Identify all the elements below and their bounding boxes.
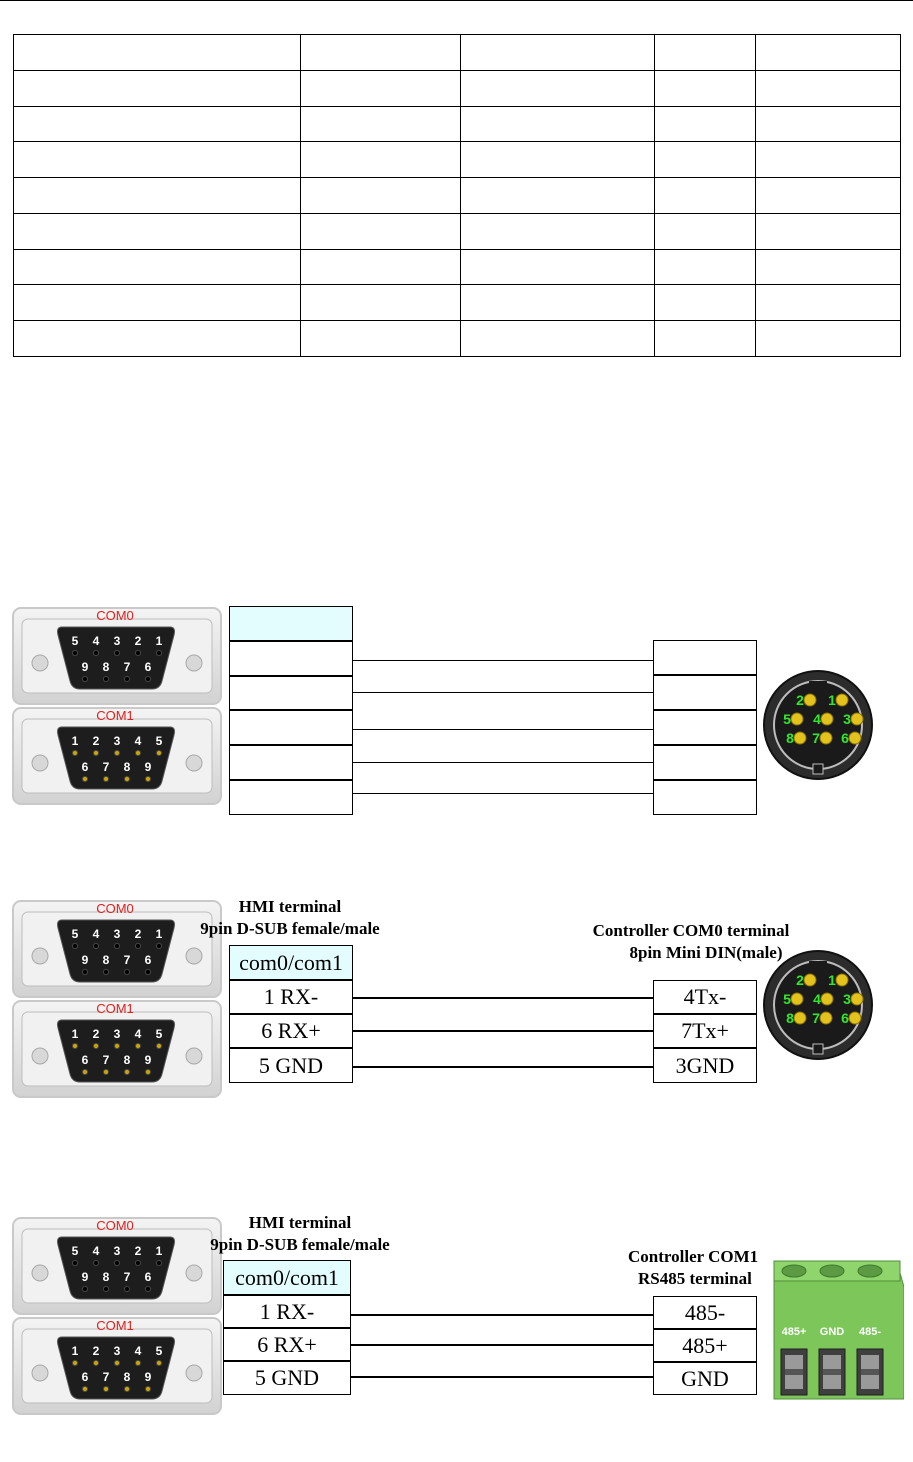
wire [353,660,653,661]
table-cell [655,321,756,357]
svg-text:3: 3 [843,711,851,727]
table-row [14,321,901,357]
svg-text:6: 6 [81,760,89,774]
svg-text:6: 6 [144,660,152,674]
svg-text:9: 9 [81,660,89,674]
svg-text:GND: GND [819,1326,845,1338]
table-cell [14,106,301,142]
svg-text:4: 4 [134,1027,142,1041]
table-cell [655,178,756,214]
table-cell [461,178,655,214]
svg-text:2: 2 [796,972,804,988]
table-cell [756,70,901,106]
wire-485-minus [351,1314,653,1316]
svg-text:3: 3 [113,734,121,748]
svg-text:1: 1 [155,1244,163,1258]
wire [353,793,653,794]
svg-text:COM0: COM0 [96,608,134,623]
svg-text:1: 1 [71,1344,79,1358]
svg-text:3: 3 [113,1027,121,1041]
mini-din-8pin-connector-icon [762,654,874,796]
hmi-header-cell [229,606,353,641]
svg-text:9: 9 [81,953,89,967]
wire-gnd [351,1376,653,1378]
table-cell [14,321,301,357]
table-row [14,142,901,178]
svg-text:1: 1 [828,692,836,708]
table-cell [655,213,756,249]
ctrl-pin-cell: 485+ [653,1329,757,1362]
table-cell [301,142,461,178]
svg-text:9: 9 [144,760,152,774]
hmi-caption: HMI terminal 9pin D-SUB female/male [210,1213,390,1254]
svg-text:2: 2 [796,692,804,708]
svg-text:8: 8 [123,1053,131,1067]
mini-din-8pin-connector-icon [762,934,874,1076]
table-cell [14,142,301,178]
table-cell [301,178,461,214]
ctrl-pin-cell: 4Tx- [653,980,757,1014]
hmi-pin-cell: 5 GND [223,1361,351,1395]
ctrl-pin-cell: 485- [653,1296,757,1329]
svg-text:7: 7 [123,1270,131,1284]
svg-text:5: 5 [71,1244,79,1258]
svg-text:3: 3 [113,1244,121,1258]
parameter-table [13,34,901,357]
table-cell [461,249,655,285]
svg-text:4: 4 [134,734,142,748]
wire [353,692,653,693]
table-cell [655,249,756,285]
svg-text:3: 3 [113,1344,121,1358]
ctrl-pin-cell [653,745,757,780]
wire [353,762,653,763]
svg-text:1: 1 [71,1027,79,1041]
hmi-pin-cell [229,780,353,815]
table-cell [14,178,301,214]
wire-485-plus [351,1344,653,1346]
svg-text:5: 5 [783,991,791,1007]
svg-text:8: 8 [123,1370,131,1384]
svg-text:3: 3 [113,634,121,648]
svg-text:2: 2 [92,1344,100,1358]
svg-text:5: 5 [71,927,79,941]
hmi-pin-cell [229,676,353,710]
db9-serial-ports-icon [12,1217,224,1417]
svg-text:9: 9 [81,1270,89,1284]
svg-text:6: 6 [841,730,849,746]
svg-text:9: 9 [144,1370,152,1384]
hmi-pin-cell: 1 RX- [223,1295,351,1328]
svg-text:8: 8 [786,730,794,746]
hmi-header-cell: com0/com1 [223,1260,351,1295]
table-row [14,285,901,321]
svg-text:8: 8 [786,1010,794,1026]
table-cell [14,249,301,285]
hmi-pin-cell: 1 RX- [229,980,353,1014]
ctrl-pin-cell [653,780,757,815]
svg-text:5: 5 [155,734,163,748]
page-top-rule [0,0,913,1]
svg-text:2: 2 [134,1244,142,1258]
svg-text:485+: 485+ [781,1326,807,1338]
table-cell [301,249,461,285]
svg-text:COM1: COM1 [96,1318,134,1333]
hmi-header-cell: com0/com1 [229,945,353,980]
table-cell [655,70,756,106]
svg-text:4: 4 [92,634,100,648]
ctrl-pin-cell [653,710,757,745]
svg-text:6: 6 [81,1370,89,1384]
svg-text:4: 4 [92,927,100,941]
ctrl-pin-cell [653,675,757,710]
wiring-diagram-1 [0,600,913,820]
svg-text:485-: 485- [858,1326,882,1338]
svg-text:COM0: COM0 [96,901,134,916]
svg-text:COM0: COM0 [96,1218,134,1233]
table-cell [14,35,301,71]
table-cell [14,70,301,106]
svg-text:6: 6 [841,1010,849,1026]
svg-text:4: 4 [134,1344,142,1358]
svg-text:5: 5 [71,634,79,648]
svg-text:7: 7 [102,1370,110,1384]
svg-text:4: 4 [813,991,821,1007]
table-cell [301,285,461,321]
table-cell [756,213,901,249]
table-cell [461,213,655,249]
svg-text:2: 2 [92,734,100,748]
table-cell [301,213,461,249]
svg-text:7: 7 [812,730,820,746]
hmi-caption: HMI terminal 9pin D-SUB female/male [200,897,380,938]
svg-text:1: 1 [828,972,836,988]
table-cell [756,142,901,178]
table-cell [461,142,655,178]
wiring-diagram-2 [0,893,913,1105]
ctrl-pin-cell: GND [653,1362,757,1395]
table-cell [461,35,655,71]
svg-text:8: 8 [102,953,110,967]
table-cell [756,321,901,357]
svg-text:1: 1 [155,634,163,648]
green-rs485-terminal-block-icon [770,1253,904,1403]
table-cell [301,321,461,357]
svg-text:6: 6 [144,953,152,967]
svg-text:3: 3 [113,927,121,941]
controller-caption: Controller COM1 RS485 terminal [628,1247,759,1288]
svg-text:4: 4 [813,711,821,727]
hmi-pin-cell: 6 RX+ [229,1014,353,1048]
controller-caption: Controller COM0 terminal 8pin Mini DIN(male) [592,921,790,962]
table-cell [655,35,756,71]
table-cell [756,178,901,214]
table-cell [301,106,461,142]
hmi-pin-cell [229,710,353,745]
hmi-pin-cell: 6 RX+ [223,1328,351,1361]
table-cell [461,321,655,357]
table-cell [301,35,461,71]
wire-rx-minus [353,997,653,999]
wiring-diagram-3 [0,1210,913,1420]
wire-gnd [353,1066,653,1068]
svg-text:5: 5 [155,1027,163,1041]
svg-text:2: 2 [134,634,142,648]
table-cell [301,70,461,106]
ctrl-pin-cell [653,640,757,675]
svg-text:9: 9 [144,1053,152,1067]
ctrl-pin-cell: 7Tx+ [653,1014,757,1048]
svg-text:1: 1 [155,927,163,941]
svg-text:7: 7 [123,660,131,674]
ctrl-pin-cell: 3GND [653,1048,757,1083]
svg-text:7: 7 [123,953,131,967]
table-cell [756,285,901,321]
svg-text:2: 2 [92,1027,100,1041]
table-cell [14,213,301,249]
table-row [14,35,901,71]
table-cell [461,70,655,106]
wire-rx-plus [353,1030,653,1032]
table-cell [461,285,655,321]
svg-text:7: 7 [102,760,110,774]
wire [353,729,653,730]
svg-text:COM1: COM1 [96,1001,134,1016]
table-row [14,178,901,214]
table-row [14,106,901,142]
table-row [14,249,901,285]
svg-text:3: 3 [843,991,851,1007]
svg-text:7: 7 [102,1053,110,1067]
svg-text:1: 1 [71,734,79,748]
table-cell [756,106,901,142]
svg-text:6: 6 [81,1053,89,1067]
table-cell [655,285,756,321]
svg-text:7: 7 [812,1010,820,1026]
svg-text:8: 8 [123,760,131,774]
table-cell [756,35,901,71]
svg-text:5: 5 [783,711,791,727]
table-row [14,70,901,106]
table-cell [756,249,901,285]
svg-text:5: 5 [155,1344,163,1358]
table-row [14,213,901,249]
table-cell [461,106,655,142]
hmi-pin-cell: 5 GND [229,1048,353,1083]
hmi-pin-cell [229,641,353,676]
table-cell [655,142,756,178]
svg-text:8: 8 [102,1270,110,1284]
table-cell [655,106,756,142]
svg-text:4: 4 [92,1244,100,1258]
svg-text:COM1: COM1 [96,708,134,723]
svg-text:2: 2 [134,927,142,941]
hmi-pin-cell [229,745,353,780]
table-cell [14,285,301,321]
svg-text:8: 8 [102,660,110,674]
svg-text:6: 6 [144,1270,152,1284]
db9-serial-ports-icon [12,607,224,807]
